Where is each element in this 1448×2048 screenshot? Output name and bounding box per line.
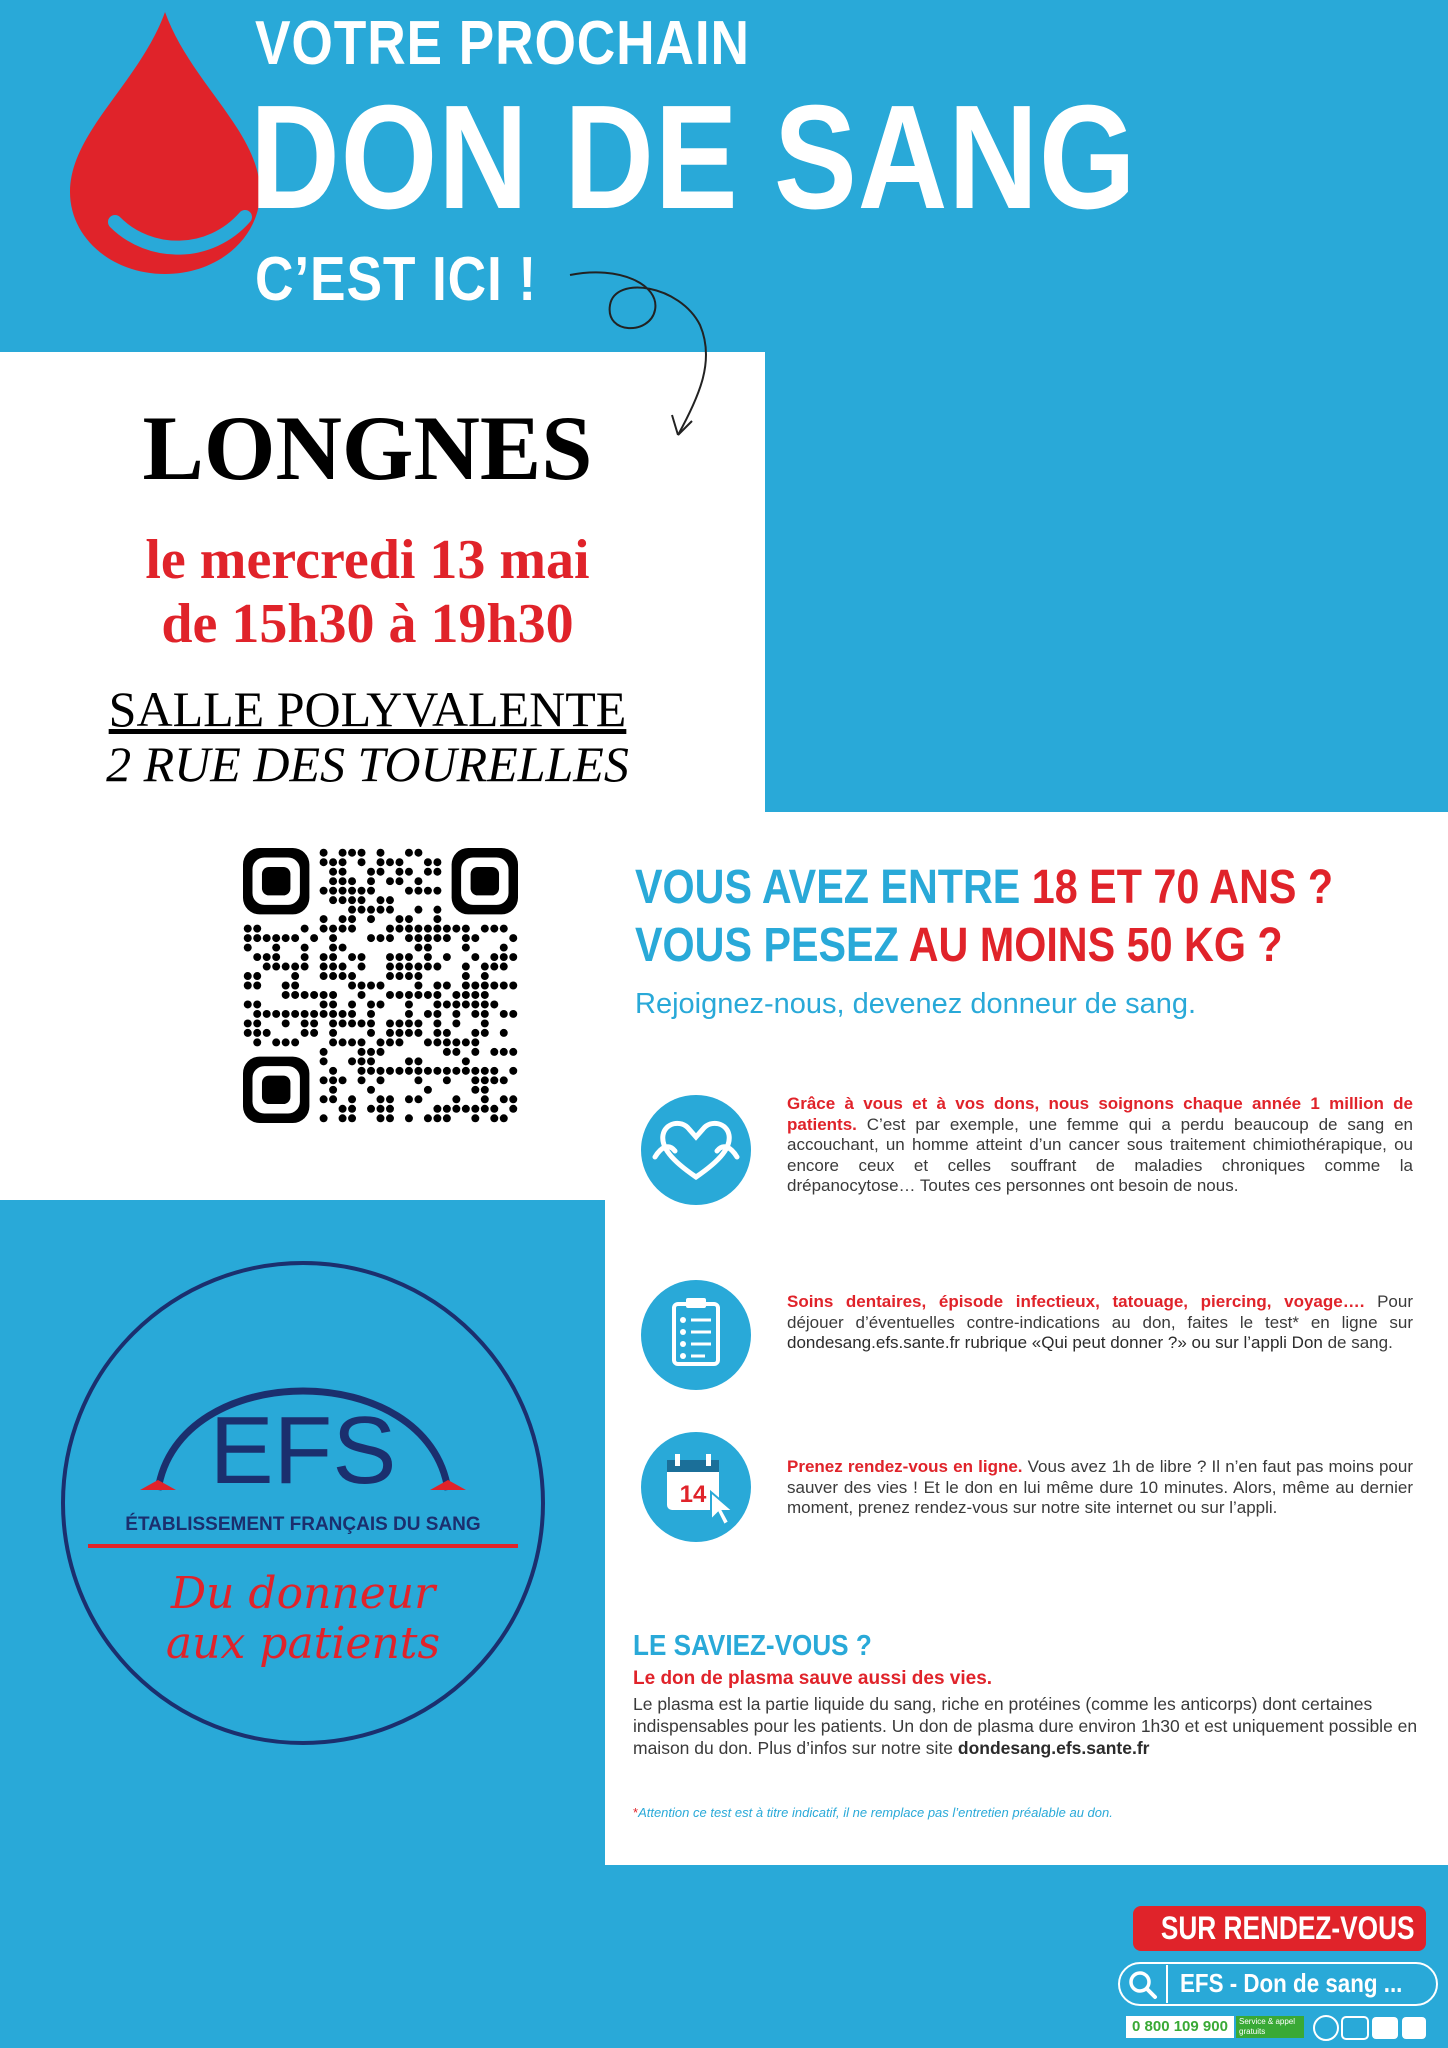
checklist-icon xyxy=(641,1280,751,1390)
join-text: Rejoignez-nous, devenez donneur de sang. xyxy=(635,988,1197,1020)
venue-name: SALLE POLYVALENTE xyxy=(108,681,627,737)
plasma-subtitle: Le don de plasma sauve aussi des vies. xyxy=(633,1668,993,1689)
search-text[interactable]: EFS - Don de sang ... xyxy=(1180,1968,1403,1998)
accessibility-icon xyxy=(1312,2014,1428,2042)
phone-tag: Service & appel gratuits xyxy=(1236,2016,1304,2038)
age-question: VOUS AVEZ ENTRE 18 ET 70 ANS ? xyxy=(635,861,1334,914)
search-divider xyxy=(1166,1965,1168,2003)
efs-acronym: EFS xyxy=(209,1397,397,1504)
blood-drop-icon xyxy=(70,12,260,274)
headline-line3: C’EST ICI ! xyxy=(255,245,537,314)
headline-main: DON DE SANG xyxy=(250,75,1137,240)
did-you-know-title: LE SAVIEZ-VOUS ? xyxy=(633,1630,872,1662)
efs-tagline-2: aux patients xyxy=(165,1618,441,1669)
patients-paragraph: Grâce à vous et à vos dons, nous soignons chaque année 1 million de patients. C’est par exemple, une femme qui a perdu beaucoup de sang en accouchant, un homme atteint d’un cancer sous traitement chimiothérapique, ou encore ceux et celles souffrant de maladies chroniques comme la drépanocytose… Toutes ces personnes ont besoin de nous. xyxy=(787,1094,1413,1195)
efs-tagline-1: Du donneur xyxy=(170,1568,436,1619)
website-link[interactable]: dondesang.efs.sante.fr xyxy=(957,1738,1150,1758)
eligibility-paragraph: Soins dentaires, épisode infectieux, tatouage, piercing, voyage…. Pour déjouer d’éventuelles contre-indications au don, faites le test* en ligne sur dondesang.efs.sante.fr rubrique «Qui peut donner ?» ou sur l’appli Don de sang. xyxy=(787,1292,1413,1352)
appointment-badge: SUR RENDEZ-VOUS xyxy=(1133,1906,1426,1951)
efs-logo xyxy=(58,1258,548,1748)
weight-question: VOUS PESEZ AU MOINS 50 KG ? xyxy=(635,919,1283,972)
footnote: *Attention ce test est à titre indicatif, il ne remplace pas l’entretien préalable au don. xyxy=(633,1805,1113,1820)
event-date: le mercredi 13 mai xyxy=(145,529,590,591)
qr-code[interactable] xyxy=(243,848,518,1123)
phone-number[interactable]: 0 800 109 900 xyxy=(1126,2016,1234,2038)
headline-line1: VOTRE PROCHAIN xyxy=(255,9,750,78)
venue-address: 2 RUE DES TOURELLES xyxy=(106,736,629,792)
heart-hands-icon xyxy=(641,1095,751,1205)
calendar-icon xyxy=(641,1432,751,1542)
town-name: LONGNES xyxy=(142,397,593,499)
appointment-paragraph: Prenez rendez-vous en ligne. Vous avez 1h de libre ? Il n’en faut pas moins pour sauver des vies ! Et le don en lui même dure 10 minutes. Alors, même au dernier moment, prenez rendez-vous sur notre site internet ou sur l’appli. xyxy=(787,1457,1413,1517)
event-hours: de 15h30 à 19h30 xyxy=(161,593,574,655)
plasma-text: Le plasma est la partie liquide du sang, riche en protéines (comme les anticorps) dont certaines indispensables pour les patients. Un don de plasma dure environ 1h30 et est uniquement possible en maison du don. Plus d’infos sur notre site dondesang.efs.sante.fr xyxy=(633,1694,1418,1758)
calendar-day: 14 xyxy=(679,1481,707,1508)
efs-name: ÉTABLISSEMENT FRANÇAIS DU SANG xyxy=(125,1514,481,1535)
search-icon xyxy=(1128,1970,1158,2000)
